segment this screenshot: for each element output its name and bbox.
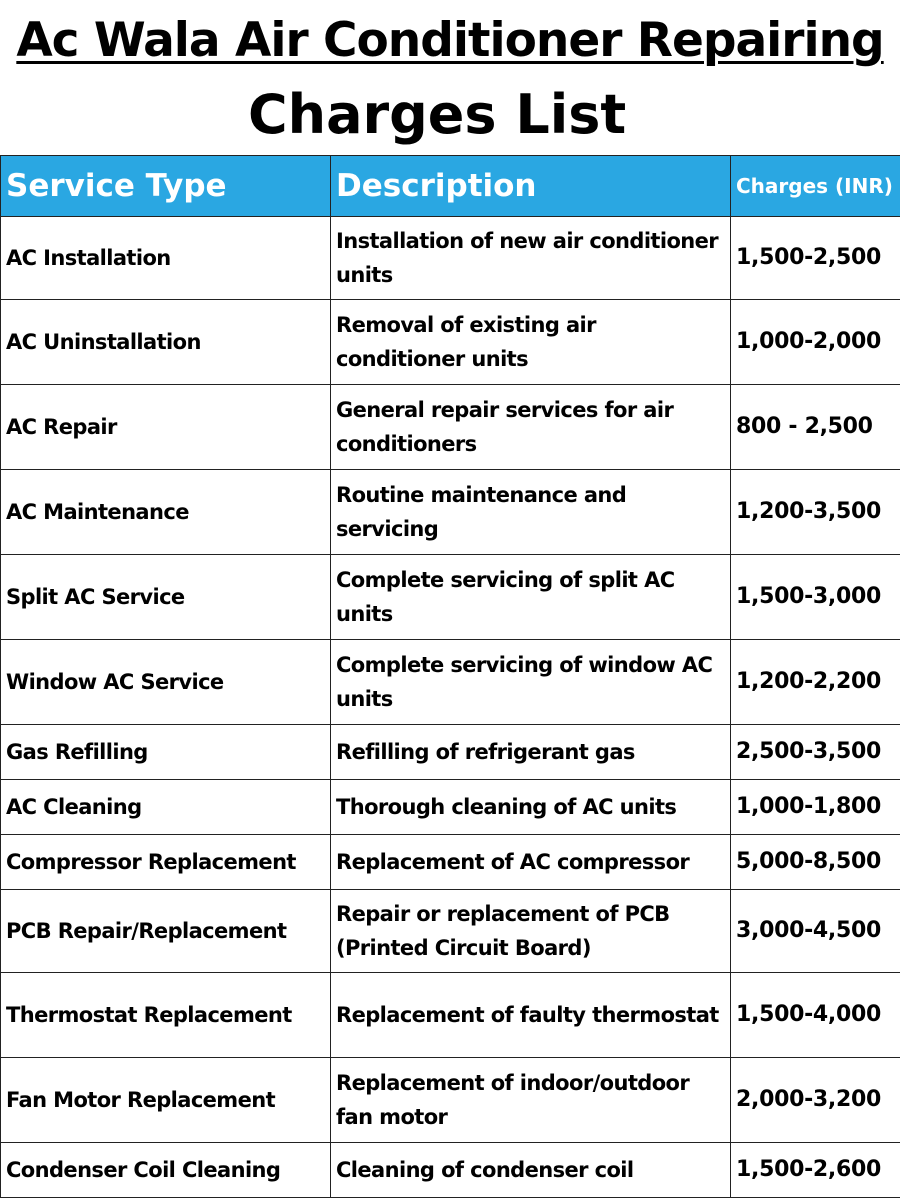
service-cell: Window AC Service	[1, 640, 331, 725]
description-cell: Refilling of refrigerant gas	[331, 725, 731, 780]
header-service-type: Service Type	[1, 156, 331, 217]
description-cell: Complete servicing of window AC units	[331, 640, 731, 725]
table-row	[1, 973, 900, 1058]
table-row	[1, 555, 900, 640]
charges-cell: 2,500-3,500	[731, 725, 900, 780]
charges-cell: 3,000-4,500	[731, 890, 900, 973]
table-row	[1, 385, 900, 470]
table-row	[1, 300, 900, 385]
charges-cell: 800 - 2,500	[731, 385, 900, 470]
service-cell: Compressor Replacement	[1, 835, 331, 890]
description-cell: Replacement of AC compressor	[331, 835, 731, 890]
charges-cell: 1,000-2,000	[731, 300, 900, 385]
table-header-row	[1, 156, 900, 217]
service-cell: Split AC Service	[1, 555, 331, 640]
description-cell: Routine maintenance and servicing	[331, 470, 731, 555]
description-cell: General repair services for air conditioners	[331, 385, 731, 470]
charges-cell: 1,500-2,600	[731, 1143, 900, 1198]
charges-cell: 1,200-2,200	[731, 640, 900, 725]
description-cell: Replacement of indoor/outdoor fan motor	[331, 1058, 731, 1143]
service-cell: Gas Refilling	[1, 725, 331, 780]
service-cell: AC Installation	[1, 217, 331, 300]
charges-cell: 2,000-3,200	[731, 1058, 900, 1143]
service-cell: Fan Motor Replacement	[1, 1058, 331, 1143]
table-row	[1, 835, 900, 890]
page-title: Ac Wala Air Conditioner Repairing	[16, 13, 884, 68]
charges-cell: 1,500-4,000	[731, 973, 900, 1058]
description-cell: Thorough cleaning of AC units	[331, 780, 731, 835]
charges-cell: 1,200-3,500	[731, 470, 900, 555]
service-cell: AC Uninstallation	[1, 300, 331, 385]
service-cell: AC Repair	[1, 385, 331, 470]
description-cell: Complete servicing of split AC units	[331, 555, 731, 640]
header-charges: Charges (INR)	[731, 156, 900, 217]
table-row	[1, 780, 900, 835]
description-cell: Installation of new air conditioner units	[331, 217, 731, 300]
service-cell: AC Cleaning	[1, 780, 331, 835]
service-cell: Thermostat Replacement	[1, 973, 331, 1058]
table-row	[1, 640, 900, 725]
charges-cell: 5,000-8,500	[731, 835, 900, 890]
description-cell: Cleaning of condenser coil	[331, 1143, 731, 1198]
table-row	[1, 725, 900, 780]
service-cell: Condenser Coil Cleaning	[1, 1143, 331, 1198]
charges-cell: 1,500-3,000	[731, 555, 900, 640]
table-row	[1, 217, 900, 300]
charges-cell: 1,000-1,800	[731, 780, 900, 835]
description-cell: Repair or replacement of PCB (Printed Circuit Board)	[331, 890, 731, 973]
table-row	[1, 1143, 900, 1198]
charges-cell: 1,500-2,500	[731, 217, 900, 300]
description-cell: Removal of existing air conditioner units	[331, 300, 731, 385]
header-description: Description	[331, 156, 731, 217]
service-cell: PCB Repair/Replacement	[1, 890, 331, 973]
description-cell: Replacement of faulty thermostat	[331, 973, 731, 1058]
page-subtitle: Charges List	[248, 83, 627, 146]
table-row	[1, 1058, 900, 1143]
table-row	[1, 470, 900, 555]
table-row	[1, 890, 900, 973]
service-cell: AC Maintenance	[1, 470, 331, 555]
charges-table	[0, 155, 900, 1198]
